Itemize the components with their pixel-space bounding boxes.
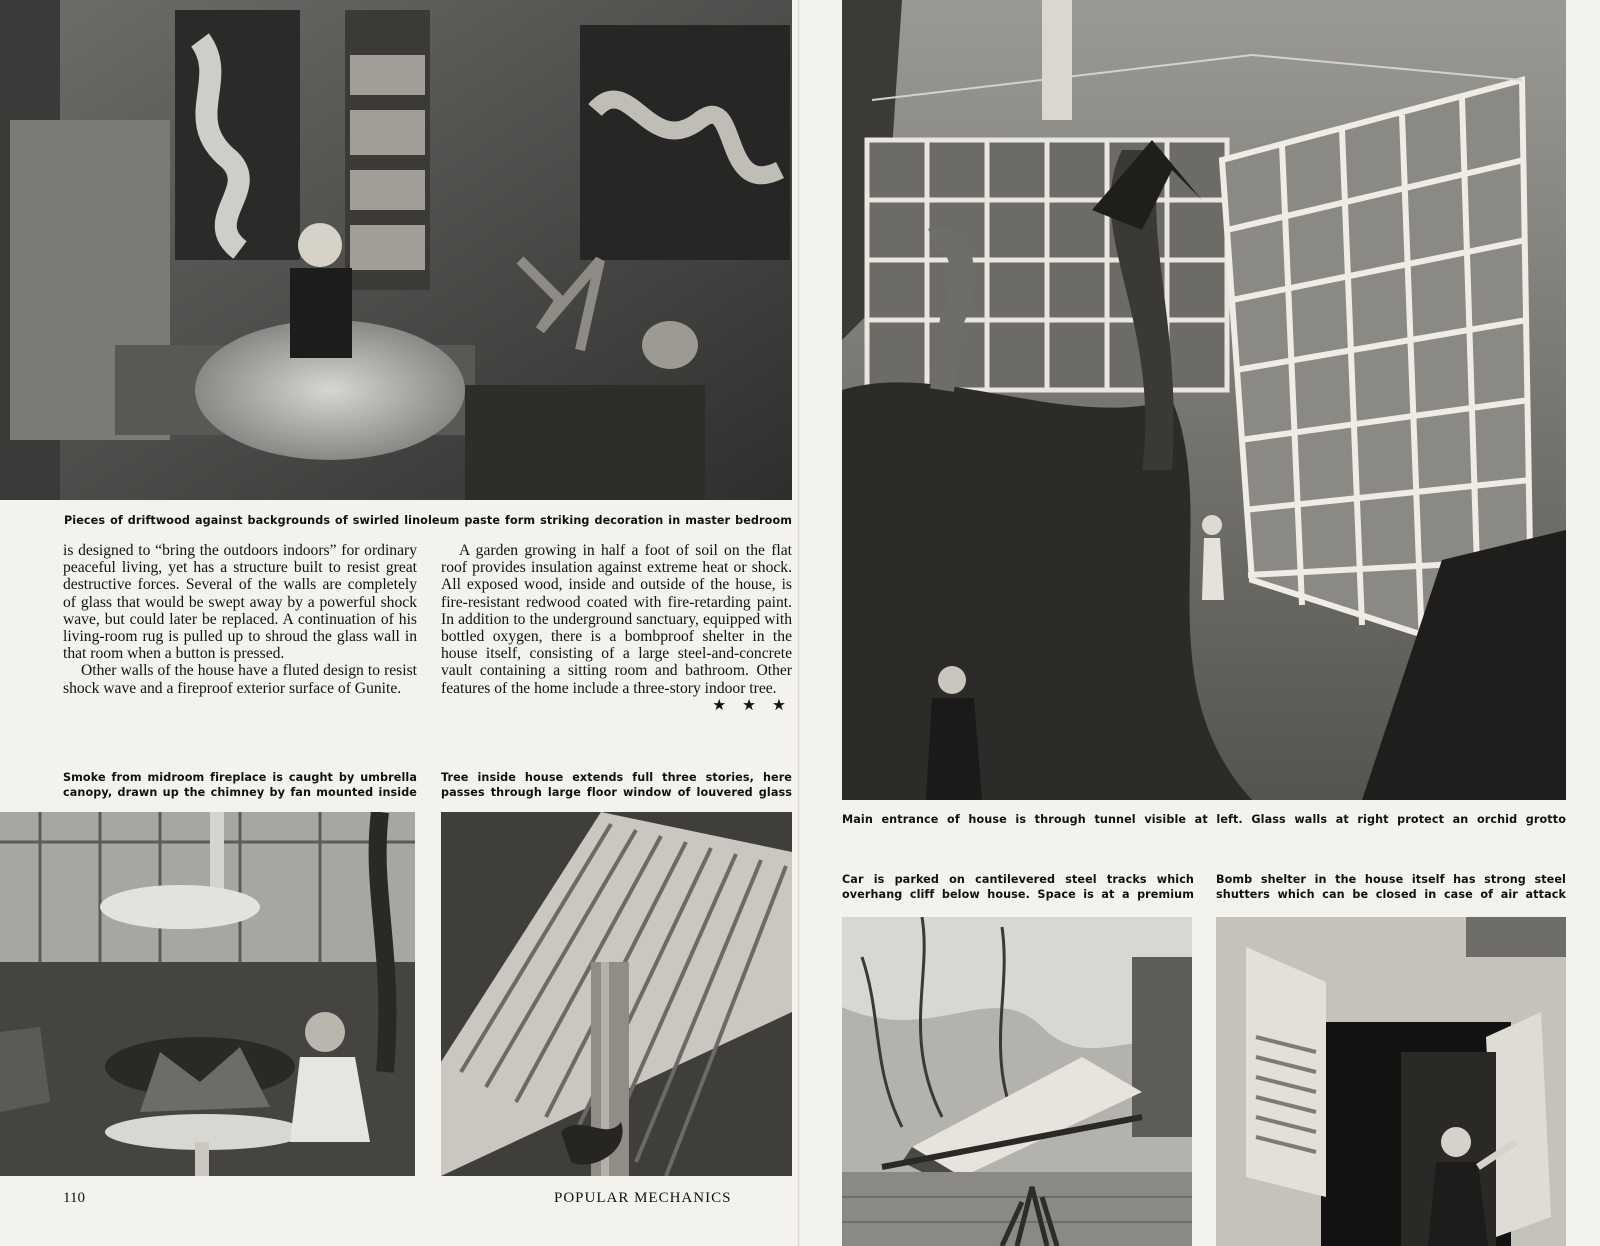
bomb-shelter-shutter-photo — [1216, 917, 1566, 1246]
house-exterior-photo — [842, 0, 1566, 800]
body-paragraph: A garden growing in half a foot of soil on the flat roof provides insulation against extreme heat or shock. All exposed wood, inside and outside of the house, is fire-resistant redwood coated with fire-retarding paint. In addition to the underground sanctuary, equipped with bottled oxygen, there is a bombproof shelter in the house itself, consisting of a large steel-and-concrete vault containing a sitting room and bathroom. Other features of the home include a three-story indoor tree. — [441, 542, 792, 697]
body-column-1 — [63, 542, 417, 697]
page-number: 110 — [63, 1190, 85, 1206]
car-caption: Car is parked on cantilevered steel tracks which overhang cliff below house. Space is at a premium — [842, 873, 1194, 901]
house-exterior-caption: Main entrance of house is through tunnel visible at left. Glass walls at right protect an orchid grotto — [842, 813, 1566, 826]
bedroom-photo — [0, 0, 792, 500]
fireplace-photo — [0, 812, 415, 1176]
tree-louver-photo — [441, 812, 792, 1176]
magazine-name: POPULAR MECHANICS — [554, 1190, 732, 1206]
shutter-caption: Bomb shelter in the house itself has strong steel shutters which can be closed in case of air attack — [1216, 873, 1566, 901]
body-column-2 — [441, 542, 792, 714]
body-paragraph: Other walls of the house have a fluted design to resist shock wave and a fireproof exterior surface of Gunite. — [63, 662, 417, 697]
end-mark-stars: ★ ★ ★ — [712, 696, 792, 714]
fireplace-caption: Smoke from midroom fireplace is caught by umbrella canopy, drawn up the chimney by fan mounted inside — [63, 771, 417, 799]
car-cantilever-photo — [842, 917, 1192, 1246]
right-page — [800, 0, 1600, 1246]
tree-caption: Tree inside house extends full three stories, here passes through large floor window of louvered glass — [441, 771, 792, 799]
body-paragraph: is designed to “bring the outdoors indoors” for ordinary peaceful living, yet has a structure built to resist great destructive forces. Several of the walls are completely of glass that would be swept away by a powerful shock wave, but could later be replaced. A continuation of his living-room rug is pulled up to shroud the glass wall in that room when a button is pressed. — [63, 542, 417, 663]
bedroom-caption: Pieces of driftwood against backgrounds of swirled linoleum paste form striking decoration in master bedroom — [64, 514, 792, 527]
